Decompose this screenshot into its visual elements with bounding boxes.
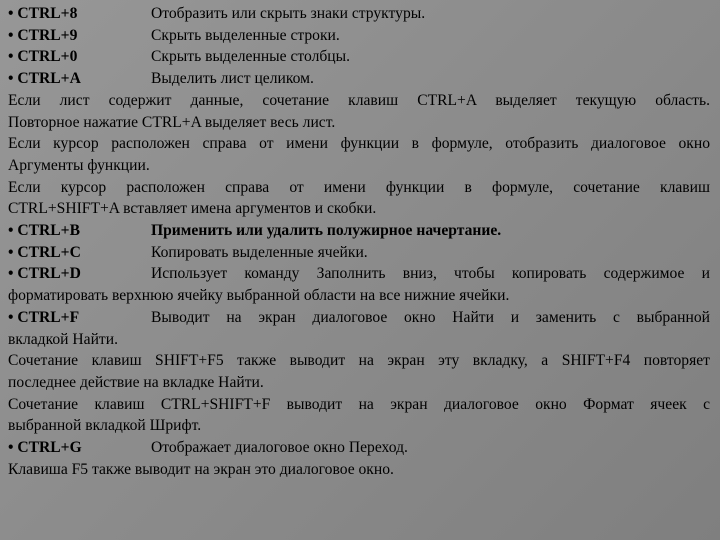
shortcut-description: Использует команду Заполнить вниз, чтобы копировать содержимое и — [151, 265, 710, 283]
shortcut-description: Отображает диалоговое окно Переход. — [151, 439, 408, 457]
shortcut-row — [8, 307, 710, 329]
note-text: Сочетание клавиш CTRL+SHIFT+F выводит на экран диалоговое окно Формат ячеек с — [8, 395, 710, 413]
shortcut-description: Скрыть выделенные столбцы. — [151, 48, 351, 66]
shortcut-description: Отобразить или скрыть знаки структуры. — [151, 5, 426, 22]
shortcut-description: Выделить лист целиком. — [151, 70, 314, 88]
shortcut-key: • CTRL+C — [8, 243, 81, 261]
shortcut-row — [8, 220, 710, 242]
shortcut-row — [8, 46, 710, 68]
shortcut-description: Копировать выделенные ячейки. — [151, 243, 368, 261]
note-text: последнее действие на вкладке Найти. — [8, 373, 264, 391]
shortcut-key: • CTRL+A — [8, 70, 81, 88]
note-text: Если курсор расположен справа от имени функции в формуле, сочетание клавиш — [8, 178, 710, 196]
shortcut-key: • CTRL+9 — [8, 26, 78, 44]
note-text: Сочетание клавиш SHIFT+F5 также выводит на экран эту вкладку, а SHIFT+F4 повторяет — [8, 352, 710, 370]
note-text: форматировать верхнюю ячейку выбранной области на все нижние ячейки. — [8, 287, 510, 305]
shortcut-key: • CTRL+B — [8, 222, 80, 240]
shortcut-row — [8, 3, 710, 25]
note-text: Повторное нажатие CTRL+A выделяет весь лист. — [8, 113, 336, 131]
note-text: Если курсор расположен справа от имени функции в формуле, отобразить диалоговое окно — [8, 135, 710, 153]
shortcut-key: • CTRL+D — [8, 265, 81, 283]
note-text: выбранной вкладкой Шрифт. — [8, 417, 202, 435]
shortcut-key: • CTRL+8 — [8, 5, 78, 22]
shortcut-description: Применить или удалить полужирное начертание. — [151, 222, 502, 240]
shortcut-description: Выводит на экран диалоговое окно Найти и заменить с выбранной — [151, 308, 710, 326]
note-text: Аргументы функции. — [8, 156, 150, 174]
shortcut-row — [8, 68, 710, 90]
shortcut-key: • CTRL+0 — [8, 48, 78, 66]
shortcut-key: • CTRL+F — [8, 308, 80, 326]
note-text: CTRL+SHIFT+A вставляет имена аргументов и скобки. — [8, 200, 377, 218]
shortcut-key: • CTRL+G — [8, 439, 82, 457]
note-text: Клавиша F5 также выводит на экран это диалоговое окно. — [8, 460, 394, 478]
note-text: Если лист содержит данные, сочетание клавиш CTRL+A выделяет текущую область. — [8, 91, 710, 109]
shortcut-description: Скрыть выделенные строки. — [151, 26, 340, 44]
shortcut-row — [8, 437, 710, 459]
note-text: вкладкой Найти. — [8, 330, 118, 348]
shortcut-row — [8, 242, 710, 264]
shortcut-row — [8, 263, 710, 285]
shortcut-row — [8, 25, 710, 47]
